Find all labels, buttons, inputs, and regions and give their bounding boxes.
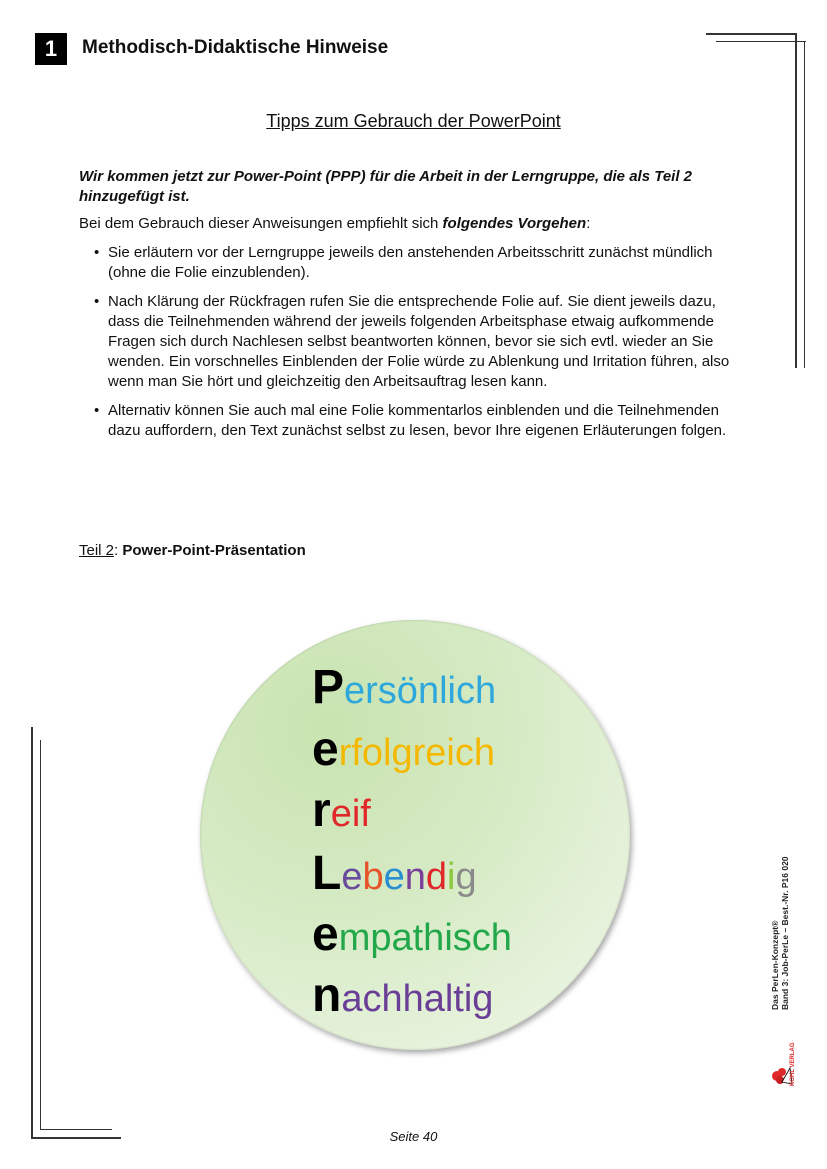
acronym-line-2: erfolgreich [312, 723, 495, 776]
section-subtitle: Tipps zum Gebrauch der PowerPoint [266, 111, 561, 131]
acronym-line-4: Lebendig [312, 847, 477, 900]
acronym-line-5: empathisch [312, 908, 512, 961]
acronym-line-3: reif [312, 784, 371, 837]
tips-list [92, 243, 747, 450]
list-item: • Alternativ können Sie auch mal eine Folie kommentarlos einblenden und die Teilnehmenden dazu auffordern, den Text zunächst selbst zu lesen, bevor Ihre eigenen Erläuterungen folgen. [92, 401, 747, 441]
frame-top-right-h2 [716, 41, 806, 42]
acronym-line-1: Persönlich [312, 661, 497, 714]
logo-text: KOHL VERLAG [790, 1042, 796, 1086]
frame-top-right-h1 [706, 33, 796, 35]
acronym-line-6: nachhaltig [312, 969, 494, 1022]
list-item: • Nach Klärung der Rückfragen rufen Sie die entsprechende Folie auf. Sie dient jeweils dazu, dass die Teilnehmenden während der jeweils folgenden Arbeitsphase etwaig aufkommende Fragen sich durch Nachlesen selbst beantworten können, bevor sie sich evtl. wieder an Sie wenden. Ein vorschnelles Einblenden der Folie würde zu Ablenkung und Irritation führen, also wenn man Sie hört und gleichzeitig den Arbeitsauftrag lesen kann. [92, 292, 747, 392]
frame-top-right-v1 [795, 33, 797, 368]
intro-text: Wir kommen jetzt zur Power-Point (PPP) für die Arbeit in der Lerngruppe, die als Teil 2 hinzugefügt ist. [79, 168, 693, 205]
page-number: Seite 40 [389, 1129, 438, 1144]
chapter-number: 1 [35, 33, 67, 65]
lead-emphasis: folgendes Vorgehen [442, 215, 587, 232]
list-item: • Sie erläutern vor der Lerngruppe jeweils den anstehenden Arbeitsschritt zunächst mündlich (ohne die Folie einzublenden). [92, 243, 747, 283]
publisher-logo [768, 1020, 800, 1090]
frame-top-right-v2 [804, 41, 805, 368]
chapter-title: Methodisch-Didaktische Hinweise [82, 37, 389, 58]
lead-text: Bei dem Gebrauch dieser Anweisungen empfiehlt sich folgendes Vorgehen: [79, 215, 591, 232]
teil-heading: Teil 2: Power-Point-Präsentation [79, 542, 306, 559]
frame-bottom-left-v1 [31, 727, 33, 1138]
frame-bottom-left-v2 [40, 740, 41, 1129]
